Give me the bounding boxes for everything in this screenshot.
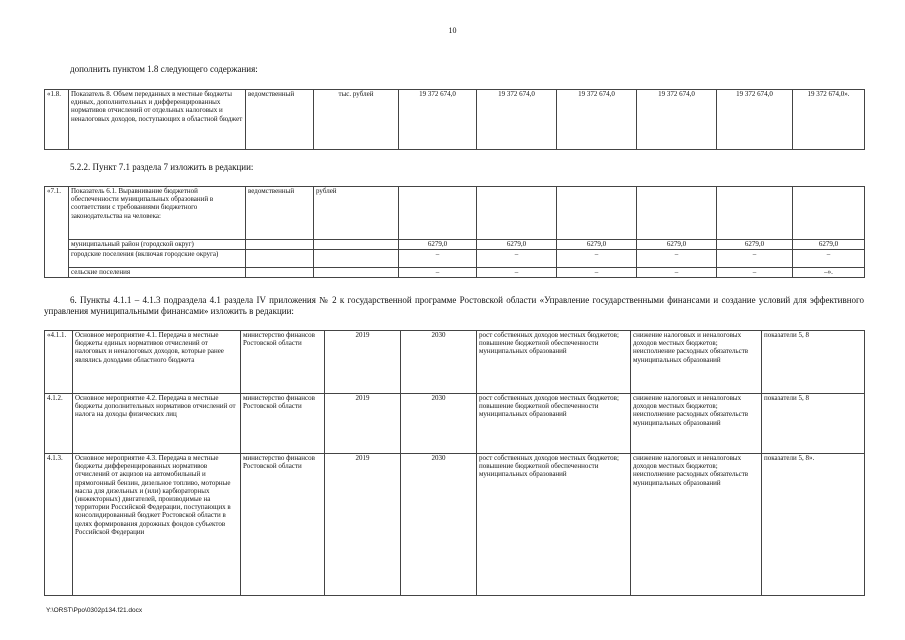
value-cell: –	[477, 250, 557, 268]
indicator-name: Показатель 8. Объем переданных в местные бюджеты единых, дополнительных и дифференцированных нормативов отчислений от отдельных налоговых и неналоговых доходов, поступающих в областной бюджет	[69, 90, 246, 150]
table-row	[45, 394, 865, 454]
intro-paragraph-2: 5.2.2. Пункт 7.1 раздела 7 изложить в редакции:	[70, 162, 254, 172]
table-row	[45, 268, 865, 278]
table-row	[45, 454, 865, 596]
row-number: 4.1.2.	[45, 394, 73, 454]
intro-paragraph-1: дополнить пунктом 1.8 следующего содержания:	[70, 64, 258, 74]
value-cell: –	[557, 250, 637, 268]
value-cell: 6279,0	[793, 240, 865, 250]
indicator-name: Показатель 6.1. Выравнивание бюджетной обеспеченности муниципальных образований в соответствии с требованиями бюджетного законодательства на человека:	[69, 187, 246, 240]
value-cell: 19 372 674,0	[637, 90, 717, 150]
value-cell: 6279,0	[399, 240, 477, 250]
start-year: 2019	[325, 454, 401, 596]
value-cell: 6279,0	[477, 240, 557, 250]
non-implementation-consequence: снижение налоговых и неналоговых доходов местных бюджетов; неисполнение расходных обязательств муниципальных образований	[631, 331, 762, 394]
executor: министерство финансов Ростовской области	[241, 331, 325, 394]
subrow-label: сельские поселения	[69, 268, 246, 278]
subrow-label: городские поселения (включая городские округа)	[69, 250, 246, 268]
unit: рублей	[314, 187, 399, 240]
row-number: 4.1.3.	[45, 454, 73, 596]
indicator-type: ведомственный	[246, 90, 314, 150]
value-cell: 6279,0	[637, 240, 717, 250]
measures-table	[44, 330, 865, 596]
measure-name: Основное мероприятие 4.3. Передача в местные бюджеты дифференцированных нормативов отчислений от акцизов на автомобильный и прямогонный бензин, дизельное топливо, моторные масла для дизельных и (или) карбюраторных (инжекторных) двигателей, производимые на территории Российской Федерации, поступающих в консолидированный бюджет Ростовской области в целях формирования дорожных фондов субъектов Российской Федерации	[73, 454, 241, 596]
start-year: 2019	[325, 394, 401, 454]
value-cell: 19 372 674,0	[477, 90, 557, 150]
page-number: 10	[448, 26, 457, 35]
value-cell: 6279,0	[717, 240, 793, 250]
intro-paragraph-3: 6. Пункты 4.1.1 – 4.1.3 подраздела 4.1 раздела IV приложения № 2 к государственной программе Ростовской области «Управление государственными финансами и создание условий для эффективного управления муниципальными финансами» изложить в редакции:	[44, 295, 864, 316]
value-cell: –	[477, 268, 557, 278]
expected-result: рост собственных доходов местных бюджетов; повышение бюджетной обеспеченности муниципальных образований	[477, 331, 631, 394]
non-implementation-consequence: снижение налоговых и неналоговых доходов местных бюджетов; неисполнение расходных обязательств муниципальных образований	[631, 454, 762, 596]
value-cell: –	[399, 268, 477, 278]
table-row	[45, 250, 865, 268]
measure-name: Основное мероприятие 4.1. Передача в местные бюджеты единых нормативов отчислений от налоговых и неналоговых доходов, которые ранее являлись доходами областного бюджета	[73, 331, 241, 394]
value-cell: 19 372 674,0	[717, 90, 793, 150]
row-number: «4.1.1.	[45, 331, 73, 394]
expected-result: рост собственных доходов местных бюджетов; повышение бюджетной обеспеченности муниципальных образований	[477, 454, 631, 596]
expected-result: рост собственных доходов местных бюджетов; повышение бюджетной обеспеченности муниципальных образований	[477, 394, 631, 454]
value-cell: 19 372 674,0».	[793, 90, 865, 150]
value-cell: –	[793, 250, 865, 268]
value-cell: –».	[793, 268, 865, 278]
row-number: «7.1.	[45, 187, 69, 278]
unit: тыс. рублей	[314, 90, 399, 150]
table-row	[45, 331, 865, 394]
table-row	[45, 90, 865, 150]
value-cell: –	[557, 268, 637, 278]
related-indicators: показатели 5, 8».	[762, 454, 865, 596]
related-indicators: показатели 5, 8	[762, 394, 865, 454]
end-year: 2030	[401, 454, 477, 596]
table-row	[45, 187, 865, 240]
value-cell: –	[637, 268, 717, 278]
start-year: 2019	[325, 331, 401, 394]
executor: министерство финансов Ростовской области	[241, 454, 325, 596]
file-path-footer: Y:\ORST\Ppo\0302p134.f21.docx	[46, 607, 143, 614]
value-cell: 19 372 674,0	[557, 90, 637, 150]
measure-name: Основное мероприятие 4.2. Передача в местные бюджеты дополнительных нормативов отчислений от налога на доходы физических лиц	[73, 394, 241, 454]
subrow-label: муниципальный район (городской округ)	[69, 240, 246, 250]
end-year: 2030	[401, 394, 477, 454]
end-year: 2030	[401, 331, 477, 394]
value-cell: –	[399, 250, 477, 268]
non-implementation-consequence: снижение налоговых и неналоговых доходов местных бюджетов; неисполнение расходных обязательств муниципальных образований	[631, 394, 762, 454]
value-cell: 6279,0	[557, 240, 637, 250]
indicator-7-1-table	[44, 186, 865, 278]
value-cell: –	[717, 268, 793, 278]
value-cell: –	[637, 250, 717, 268]
indicator-type: ведомственный	[246, 187, 314, 240]
row-number: «1.8.	[45, 90, 69, 150]
related-indicators: показатели 5, 8	[762, 331, 865, 394]
value-cell: 19 372 674,0	[399, 90, 477, 150]
value-cell: –	[717, 250, 793, 268]
executor: министерство финансов Ростовской области	[241, 394, 325, 454]
table-row	[45, 240, 865, 250]
indicator-1-8-table	[44, 89, 865, 150]
